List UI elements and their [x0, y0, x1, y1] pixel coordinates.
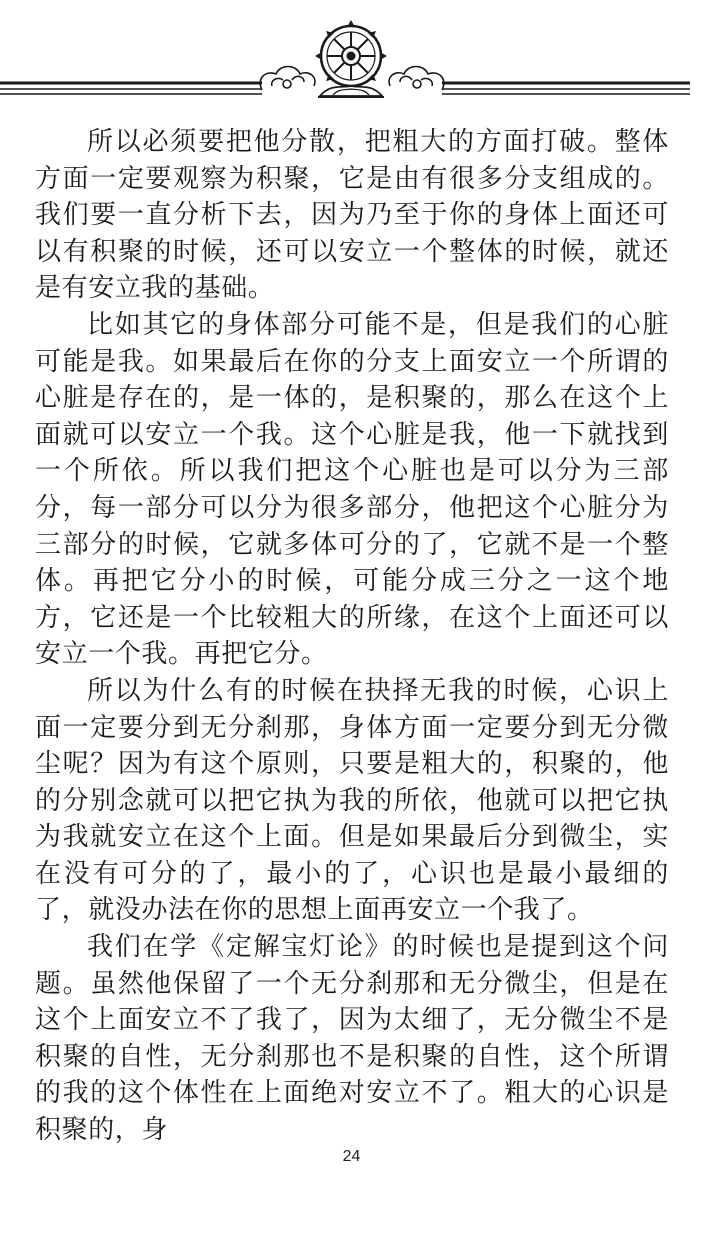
paragraph: 所以必须要把他分散，把粗大的方面打破。整体方面一定要观察为积聚，它是由有很多分支组成的。我们要一直分析下去，因为乃至于你的身体上面还可以有积聚的时候，还可以安立一个整体的时候，就还是有安立我的基础。: [35, 127, 669, 304]
cloud-left-icon: [260, 67, 315, 91]
dharma-wheel-icon: [315, 20, 387, 97]
header-ornament: [0, 0, 703, 110]
paragraph: 比如其它的身体部分可能不是，但是我们的心脏可能是我。如果最后在你的分支上面安立一个所谓的心脏是存在的，是一体的，是积聚的，那么在这个上面就可以安立一个我。这个心脏是我，他一下就找到一个所依。所以我们把这个心脏也是可以分为三部分，每一部分可以分为很多部分，他把这个心脏分为三部分的时候，它就多体可分的了，它就不是一个整体。再把它分小的时候，可能分成三分之一这个地方，它还是一个比较粗大的所缘，在这个上面还可以安立一个我。再把它分。: [35, 309, 669, 670]
page-number: 24: [342, 1148, 361, 1165]
header-rule-left: [0, 83, 262, 94]
header-rule-right: [442, 83, 690, 94]
page-header: [0, 0, 703, 110]
paragraph: 所以为什么有的时候在抉择无我的时候，心识上面一定要分到无分刹那，身体方面一定要分到无分微尘呢？因为有这个原则，只要是粗大的，积聚的，他的分别念就可以把它执为我的所依，他就可以把它执为我就安立在这个上面。但是如果最后分到微尘，实在没有可分的了，最小的了，心识也是最小最细的了，就没办法在你的思想上面再安立一个我了。: [35, 675, 669, 926]
cloud-right-icon: [389, 67, 444, 91]
paragraph: 我们在学《定解宝灯论》的时候也是提到这个问题。虽然他保留了一个无分刹那和无分微尘，但是在这个上面安立不了我了，因为太细了，无分微尘不是积聚的自性，无分刹那也不是积聚的自性，这个所谓的我的这个体性在上面绝对安立不了。粗大的心识是积聚的，身: [35, 932, 669, 1146]
page-body: [35, 124, 669, 1149]
